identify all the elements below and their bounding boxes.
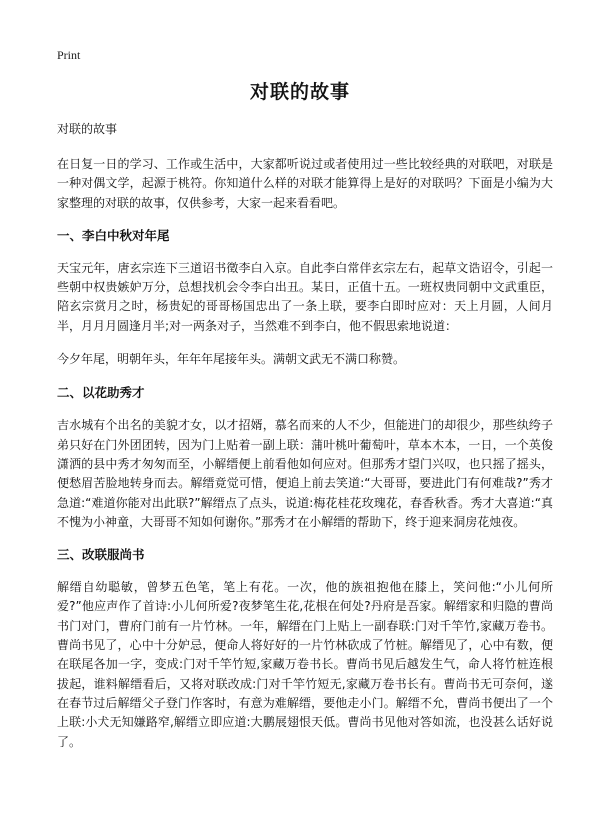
print-label: Print [57,48,81,62]
document-subtitle: 对联的故事 [57,122,118,136]
section-heading-1: 一、李白中秋对年尾 [57,227,170,243]
document-title: 对联的故事 [249,81,350,103]
section-heading-3: 三、改联服尚书 [57,547,145,563]
section-2-paragraph-1: 吉水城有个出名的美貌才女，以才招婿，慕名而来的人不少，但能进门的却很少，那些纨绔子弟只好在门外团团转，因为门上贴着一副上联：蒲叶桃叶葡萄叶，草本木本，一日，一个英俊潇洒的县中秀才匆匆而至，小解缙便上前看他如何应对。但那秀才望门兴叹，也只摇了摇头，便愁眉苦脸地转身而去。解缙竟觉可惜，便追上前去笑道:“大哥哥，要进此门有何难哉?”秀才急道:“难道你能对出此联?”解缙点了点头，说道:梅花桂花玫瑰花，春香秋香。秀才大喜道:“真不愧为小神童，大哥哥不知如何谢你。”那秀才在小解缙的帮助下，终于迎来洞房花烛夜。 [57,418,553,529]
section-1-paragraph-1: 天宝元年，唐玄宗连下三道诏书徵李白入京。自此李白常伴玄宗左右，起草文诰诏令，引起一些朝中权贵嫉妒万分，总想找机会令李白出丑。某日，正值十五。一班权贵同朝中文武重臣，陪玄宗赏月之时，杨贵妃的哥哥杨国忠出了一条上联，要李白即时应对：天上月圆，人间月半，月月月圆逢月半;对一两条对子，当然难不到李白，他不假思索地说道： [57,260,553,333]
document-body [57,121,553,766]
intro-paragraph: 在日复一日的学习、工作或生活中，大家都听说过或者使用过一些比较经典的对联吧，对联是一种对偶文学，起源于桃符。你知道什么样的对联才能算得上是好的对联吗？下面是小编为大家整理的对联的故事，仅供参考，大家一起来看看吧。 [57,157,553,210]
section-3-paragraph-1: 解缙自幼聪敏，曾梦五色笔，笔上有花。一次，他的族祖抱他在膝上，笑问他:“小儿何所爱?”他应声作了首诗:小儿何所爱?夜梦笔生花,花根在何处?丹府是吾家。解缙家和归隐的曹尚书门对门，曹府门前有一片竹林。一年，解缙在门上贴上一副春联:门对千竿竹,家藏万卷书。曹尚书见了，心中十分妒忌，便命人将好好的一片竹林砍成了竹桩。解缙见了，心中有数，便在联尾各加一字，变成:门对千竿竹短,家藏万卷书长。曹尚书见后越发生气，命人将竹桩连根拔起，谁料解缙看后，又将对联改成:门对千竿竹短无,家藏万卷书长有。曹尚书无可奈何，遂在春节过后解缙父子登门作客时，有意为难解缙，要他走小门。解缙不允，曹尚书便出了一个上联:小犬无知嫌路窄,解缙立即应道:大鹏展翅恨天低。曹尚书见他对答如流，也没甚么话好说了。 [57,580,553,749]
section-1-paragraph-2: 今夕年尾，明朝年头，年年年尾接年头。满朝文武无不满口称赞。 [57,352,406,367]
section-heading-2: 二、以花助秀才 [57,385,145,401]
